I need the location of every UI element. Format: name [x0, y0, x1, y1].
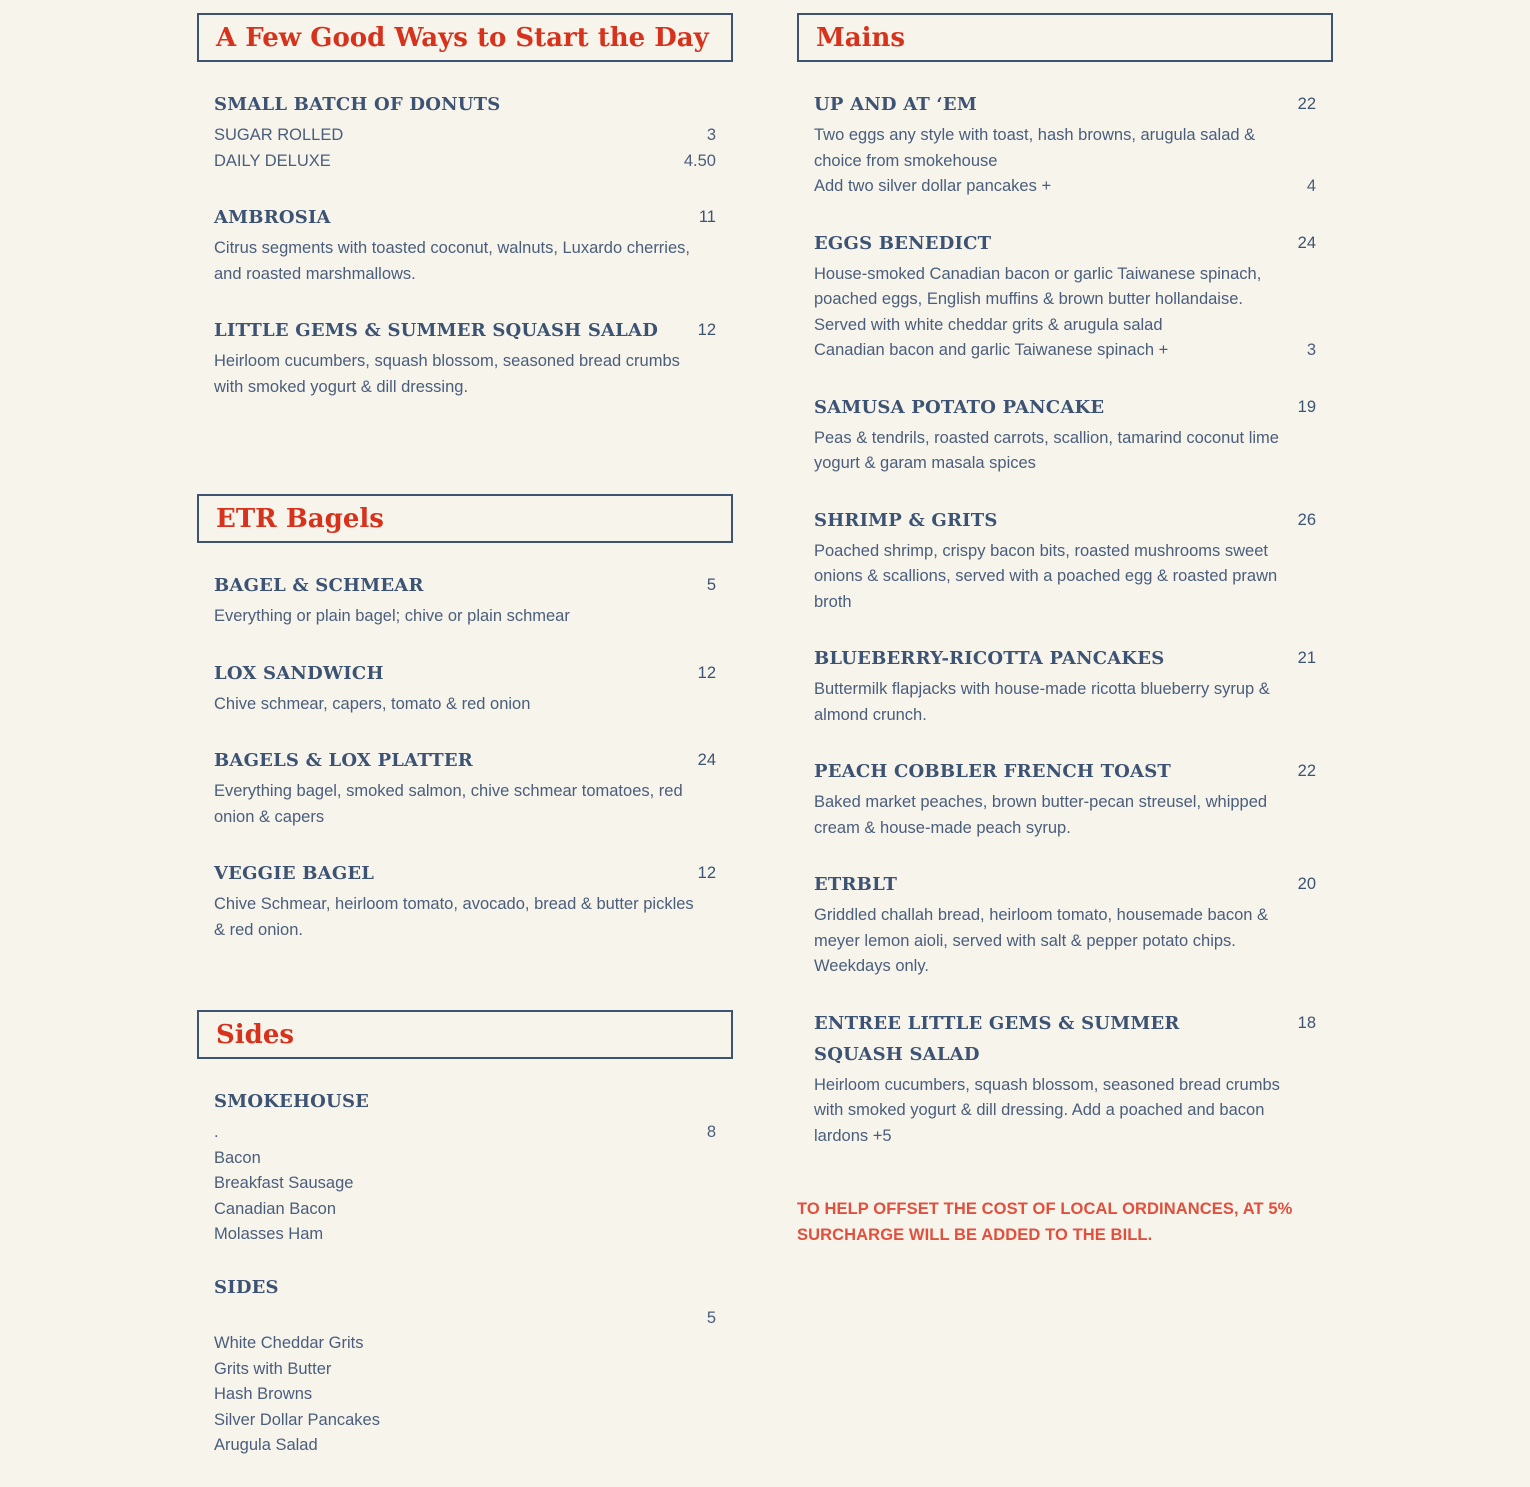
item-price: 19 [1297, 397, 1316, 416]
menu-item-smokehouse [214, 1086, 716, 1248]
menu-item [214, 745, 716, 830]
list-item: Grits with Butter [214, 1359, 332, 1378]
item-head [814, 756, 1316, 787]
item-name: LITTLE GEMS & SUMMER SQUASH SALAD [214, 320, 659, 341]
list-item: White Cheddar Grits [214, 1334, 364, 1352]
menu-item [814, 643, 1316, 728]
sides-price-row [214, 1306, 716, 1332]
addon-price: 3 [1306, 341, 1316, 359]
addon-price: 4 [1306, 177, 1316, 195]
list-item: Silver Dollar Pancakes [214, 1410, 380, 1429]
item-desc: Everything bagel, smoked salmon, chive schmear tomatoes, red onion & capers [214, 782, 683, 826]
option-price: 4.50 [683, 151, 716, 170]
item-head [214, 858, 716, 889]
side-items [197, 1059, 733, 1459]
item-price: 22 [1297, 95, 1316, 113]
item-price: 22 [1297, 762, 1316, 780]
menu-item [814, 1008, 1316, 1150]
item-price: 5 [706, 576, 716, 594]
item-price: 20 [1297, 875, 1316, 893]
section-title: A Few Good Ways to Start the Day [216, 22, 709, 53]
start-items [197, 62, 733, 494]
option-label: DAILY DELUXE [214, 151, 331, 170]
item-price: 18 [1297, 1013, 1316, 1032]
menu-item [214, 658, 716, 718]
item-price: 24 [1297, 233, 1316, 252]
item-name: BAGELS & LOX PLATTER [214, 750, 473, 771]
item-name: LOX SANDWICH [214, 662, 384, 684]
item-head [814, 89, 1316, 120]
item-price: 11 [698, 208, 716, 226]
menu-item [814, 869, 1316, 980]
item-name: AMBROSIA [214, 207, 331, 228]
item-desc: Chive Schmear, heirloom tomato, avocado, bread & butter pickles & red onion. [214, 895, 694, 939]
section-title: Mains [816, 22, 906, 53]
section-header-start [197, 13, 733, 62]
list-item: Arugula Salad [214, 1436, 318, 1454]
addon-label: Add two silver dollar pancakes + [814, 177, 1052, 195]
item-name: VEGGIE BAGEL [214, 863, 375, 884]
item-price: 26 [1297, 510, 1316, 529]
option-price: 5 [706, 1308, 716, 1327]
item-desc: Chive schmear, capers, tomato & red onion [214, 694, 531, 713]
item-head [814, 392, 1316, 423]
list-item: Hash Browns [214, 1385, 313, 1403]
item-name: PEACH COBBLER FRENCH TOAST [814, 761, 1171, 782]
item-head [214, 1272, 716, 1303]
item-price: 12 [697, 663, 716, 682]
item-desc: Citrus segments with toasted coconut, walnuts, Luxardo cherries, and roasted marshmallows. [214, 239, 690, 283]
item-price: 12 [697, 321, 716, 339]
option-label: . [214, 1123, 219, 1141]
item-head [214, 315, 716, 346]
item-desc: Everything or plain bagel; chive or plain schmear [214, 607, 570, 625]
menu-item-eggs-benedict [814, 228, 1316, 364]
item-head [814, 643, 1316, 674]
menu-item [814, 505, 1316, 616]
item-price: 12 [697, 864, 716, 882]
start-section [197, 13, 733, 494]
item-head [214, 89, 716, 120]
section-header-mains [797, 13, 1333, 62]
section-title: Sides [216, 1019, 295, 1050]
item-price: 21 [1297, 649, 1316, 667]
item-desc: Poached shrimp, crispy bacon bits, roasted mushrooms sweet onions & scallions, served with a poached egg & roasted prawn broth [814, 541, 1278, 611]
item-head [214, 1086, 716, 1117]
menu-item [214, 570, 716, 630]
item-head [814, 869, 1316, 900]
option-label: SUGAR ROLLED [214, 126, 344, 144]
option-price: 8 [706, 1123, 716, 1141]
right-column [797, 13, 1333, 1177]
list-item: Breakfast Sausage [214, 1174, 354, 1192]
menu-item-sides [214, 1272, 716, 1459]
item-head [814, 505, 1316, 536]
item-desc: Heirloom cucumbers, squash blossom, seasoned bread crumbs with smoked yogurt & dill dressing. [214, 352, 680, 396]
smokehouse-price-row [214, 1120, 716, 1146]
addon-label: Canadian bacon and garlic Taiwanese spinach + [814, 341, 1169, 359]
item-price: 24 [697, 751, 716, 769]
list-item: Canadian Bacon [214, 1199, 337, 1218]
item-name: SHRIMP & GRITS [814, 509, 998, 531]
option-price: 3 [706, 126, 716, 144]
menu-item [814, 392, 1316, 477]
bagel-items [197, 543, 733, 1010]
section-header-sides [197, 1010, 733, 1059]
item-desc: Two eggs any style with toast, hash browns, arugula salad & choice from smokehouse [814, 126, 1256, 170]
section-header-bagels [197, 494, 733, 543]
addon-row [814, 174, 1316, 200]
item-name: SAMUSA POTATO PANCAKE [814, 396, 1105, 418]
menu-item-donuts [214, 89, 716, 174]
left-column [197, 13, 733, 1487]
surcharge-notice: TO HELP OFFSET THE COST OF LOCAL ORDINANCES, AT 5% SURCHARGE WILL BE ADDED TO THE BILL. [797, 1200, 1293, 1244]
sides-section [197, 1010, 733, 1459]
item-desc: Baked market peaches, brown butter-pecan streusel, whipped cream & house-made peach syrup. [814, 793, 1268, 837]
donut-option-row [214, 149, 716, 175]
item-name: SMOKEHOUSE [214, 1091, 370, 1112]
item-head [214, 658, 716, 689]
item-head [814, 228, 1316, 259]
section-title: ETR Bagels [216, 503, 384, 534]
menu-item-up-and-at-em [814, 89, 1316, 200]
item-name: SMALL BATCH OF DONUTS [214, 94, 501, 115]
menu-item [814, 756, 1316, 841]
item-head [214, 745, 716, 776]
bagels-section [197, 494, 733, 1010]
item-name: BAGEL & SCHMEAR [214, 575, 424, 596]
list-item: Molasses Ham [214, 1225, 324, 1243]
main-items [797, 62, 1333, 1149]
addon-row [814, 338, 1316, 364]
item-head [214, 202, 716, 233]
item-name: BLUEBERRY-RICOTTA PANCAKES [814, 648, 1165, 669]
item-desc: House-smoked Canadian bacon or garlic Taiwanese spinach, poached eggs, English muffins & brown butter hollandaise. Served with white cheddar grits & arugula salad [814, 264, 1262, 334]
item-name: UP AND AT ‘EM [814, 94, 977, 115]
item-name: ETRBLT [814, 874, 898, 895]
item-head [214, 570, 716, 601]
item-desc: Peas & tendrils, roasted carrots, scallion, tamarind coconut lime yogurt & garam masala spices [814, 428, 1279, 472]
menu-item [214, 858, 716, 943]
item-name: EGGS BENEDICT [814, 232, 992, 254]
item-head [814, 1008, 1316, 1070]
donut-option-row [214, 123, 716, 149]
list-item: Bacon [214, 1148, 261, 1167]
item-desc: Heirloom cucumbers, squash blossom, seasoned bread crumbs with smoked yogurt & dill dressing. Add a poached and bacon lardons +5 [814, 1075, 1280, 1145]
item-desc: Griddled challah bread, heirloom tomato, housemade bacon & meyer lemon aioli, served with salt & pepper potato chips. Weekdays only. [814, 906, 1269, 975]
item-name: ENTREE LITTLE GEMS & SUMMER SQUASH SALAD [814, 1012, 1180, 1065]
item-name: SIDES [214, 1276, 279, 1298]
item-desc: Buttermilk flapjacks with house-made ricotta blueberry syrup & almond crunch. [814, 680, 1270, 724]
menu-item-little-gems-salad [214, 315, 716, 400]
menu-item-ambrosia [214, 202, 716, 287]
